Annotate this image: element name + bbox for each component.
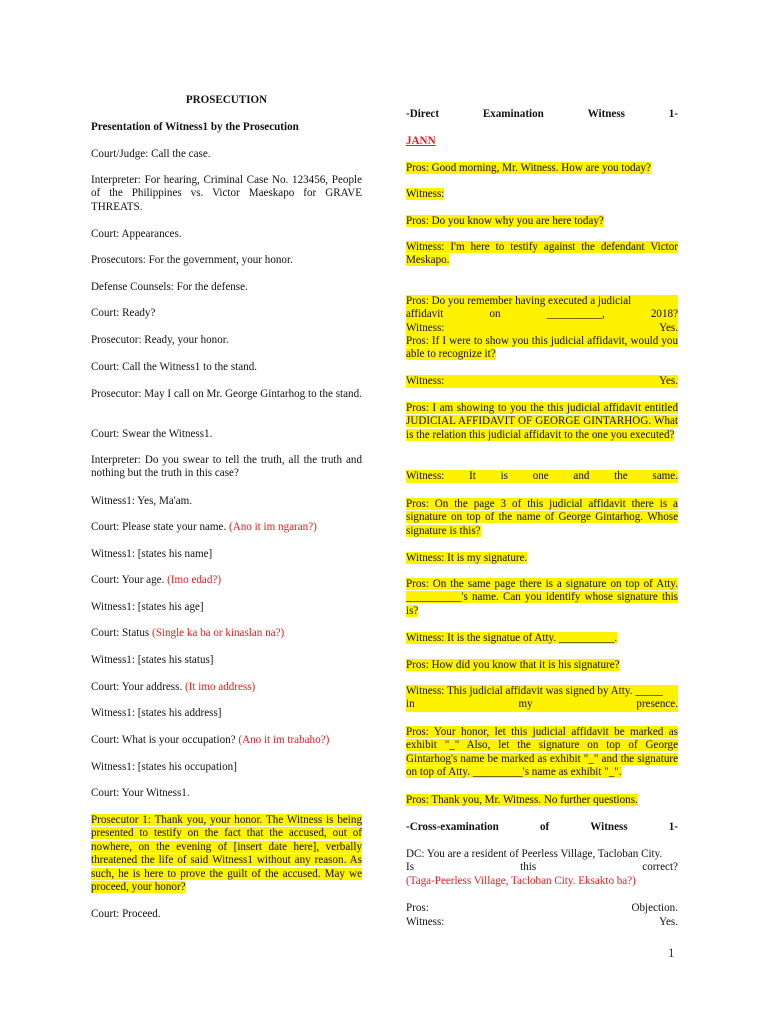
- word: this: [520, 861, 537, 874]
- exam-line: Pros: Do you remember having executed a judicial: [406, 295, 632, 307]
- transcript-line: Court: Swear the Witness1.: [91, 428, 213, 440]
- transcript-line: Interpreter: Do you swear to tell the truth, all the truth and nothing but the truth in this case?: [91, 454, 362, 480]
- transcript-line: Court: Your Witness1.: [91, 787, 190, 799]
- word: Yes.: [659, 321, 678, 334]
- word: the: [614, 470, 628, 482]
- page-number: 1: [668, 945, 675, 960]
- exam-line: Pros: If I were to show you this judicial affidavit, would you able to recognize it?: [406, 335, 678, 361]
- transcript-line: Witness1: [states his occupation]: [91, 761, 237, 773]
- highlighted-paragraph: [406, 552, 678, 565]
- court-question: Court: Please state your name.: [91, 521, 227, 533]
- translation-note: (Imo edad?): [167, 574, 222, 586]
- court-question: Court: What is your occupation?: [91, 734, 236, 746]
- exam-line: DC: You are a resident of Peerless Village, Tacloban City.: [406, 848, 663, 860]
- direct-exam-heading: [406, 108, 678, 121]
- exam-line: Pros: On the page 3 of this judicial affidavit there is a signature on top of the name of George Gintarhog. Whose signature is this?: [406, 498, 678, 537]
- transcript-line: Court: Proceed.: [91, 908, 161, 920]
- exam-line: Witness: I'm here to testify against the defendant Victor Meskapo.: [406, 241, 678, 267]
- highlighted-paragraph: [406, 335, 678, 362]
- heading-word: -Cross-examination: [406, 821, 499, 833]
- transcript-line: Prosecutor: May I call on Mr. George Gintarhog to the stand.: [91, 388, 362, 400]
- court-question: Court: Your age.: [91, 574, 165, 586]
- word: my: [518, 698, 533, 711]
- transcript-line: Witness1: [states his status]: [91, 654, 214, 666]
- heading-word: -Direct: [406, 108, 440, 120]
- highlighted-paragraph: [406, 632, 678, 645]
- transcript-line: Witness1: Yes, Ma'am.: [91, 495, 193, 507]
- word: Pros:: [406, 902, 429, 914]
- exam-line: [406, 698, 678, 711]
- highlighted-paragraph: [406, 659, 678, 672]
- heading-word: Witness: [590, 821, 628, 833]
- transcript-line: [406, 916, 678, 929]
- exam-line: Witness:: [406, 188, 445, 200]
- word: affidavit: [406, 308, 444, 321]
- court-question: Court: Status: [91, 627, 150, 639]
- heading-word: 1-: [668, 108, 678, 120]
- word: __________,: [546, 308, 605, 321]
- transcript-line: Interpreter: For hearing, Criminal Case No. 123456, People of the Philippines vs. Victor Maeskapo for GRAVE THREATS.: [91, 174, 362, 213]
- transcript-line: Prosecutor: Ready, your honor.: [91, 334, 229, 346]
- highlighted-paragraph: [406, 470, 678, 483]
- highlighted-paragraph: [406, 498, 678, 538]
- highlighted-paragraph: [406, 685, 678, 712]
- transcript-line: [91, 681, 362, 694]
- section-heading: Presentation of Witness1 by the Prosecution: [91, 121, 299, 133]
- highlighted-paragraph: [406, 241, 678, 268]
- word: Yes.: [659, 916, 678, 928]
- translation-note: (Ano it im ngaran?): [229, 521, 317, 533]
- word: Witness:: [406, 470, 445, 482]
- highlighted-paragraph: [406, 188, 678, 201]
- exam-line: Pros: Do you know why you are here today?: [406, 215, 604, 227]
- transcript-line: Defense Counsels: For the defense.: [91, 281, 248, 293]
- exam-line: [406, 308, 678, 321]
- exam-line: [406, 322, 678, 335]
- word: Witness:: [406, 321, 445, 334]
- heading-word: Witness: [587, 108, 625, 120]
- cross-exam-heading: [406, 821, 678, 834]
- translation-note: (Single ka ba or kinaslan na?): [152, 627, 285, 639]
- witness-name-text: JANN: [406, 135, 436, 147]
- word: presence.: [636, 698, 678, 711]
- word: Objection.: [631, 902, 678, 914]
- translation-note: (Ano it im trabaho?): [238, 734, 330, 746]
- word: same.: [652, 470, 678, 482]
- highlighted-paragraph: [406, 162, 678, 175]
- highlighted-paragraph: [406, 402, 678, 442]
- transcript-line: [91, 627, 362, 640]
- transcript-line: [91, 574, 362, 587]
- transcript-line: Court: Call the Witness1 to the stand.: [91, 361, 258, 373]
- word: and: [573, 470, 590, 482]
- highlighted-paragraph: [406, 215, 678, 228]
- witness-name: [406, 135, 678, 148]
- word: 2018?: [650, 308, 678, 321]
- word: on: [489, 308, 501, 321]
- heading-word: 1-: [668, 821, 678, 833]
- word: is: [500, 470, 508, 482]
- prosecutor-statement: Prosecutor 1: Thank you, your honor. The Witness is being presented to testify on the fact that the accused, out of nowhere, on the evening of [insert date here], verbally threatened the life of said Witness1 without any reason. As such, he is here to prove the guilt of the accused. May we proceed, your honor?: [91, 814, 362, 894]
- exam-line: Pros: Your honor, let this judicial affidavit be marked as exhibit "_" Also, let the signature on top of George Gintarhog's name be marked as exhibit "_" and the signature on top of Atty. _________'s name as exhibit "_".: [406, 726, 678, 779]
- translation-note: (It imo address): [185, 681, 256, 693]
- word: Is: [406, 861, 415, 874]
- highlighted-paragraph: [406, 375, 678, 388]
- highlighted-paragraph: [406, 726, 678, 780]
- word: in: [406, 698, 415, 711]
- transcript-line: Court: Appearances.: [91, 228, 182, 240]
- exam-line: Pros: I am showing to you the this judicial affidavit entitled JUDICIAL AFFIDAVIT OF GEORGE GINTARHOG. What is the relation this judicial affidavit to the one you executed?: [406, 402, 678, 441]
- transcript-line: Witness1: [states his address]: [91, 707, 222, 719]
- transcript-line: Court/Judge: Call the case.: [91, 148, 211, 160]
- exam-line: [406, 861, 678, 874]
- heading-word: of: [539, 821, 550, 833]
- exam-line: Pros: On the same page there is a signature on top of Atty. __________'s name. Can you identify whose signature this is?: [406, 578, 678, 617]
- exam-line: Pros: How did you know that it is his signature?: [406, 659, 620, 671]
- word: one: [532, 470, 549, 482]
- transcript-line: Court: Ready?: [91, 307, 156, 319]
- heading-word: Examination: [482, 108, 544, 120]
- exam-line: Witness: This judicial affidavit was signed by Atty. _____: [406, 685, 663, 697]
- highlighted-paragraph: [406, 578, 678, 618]
- exam-line: Witness: It is my signature.: [406, 552, 528, 564]
- court-question: Court: Your address.: [91, 681, 183, 693]
- word: Yes.: [659, 375, 678, 387]
- word: correct?: [642, 861, 678, 874]
- transcript-line: Witness1: [states his age]: [91, 601, 204, 613]
- transcript-line: [91, 521, 362, 534]
- word: Witness:: [406, 375, 445, 387]
- word: Witness:: [406, 916, 445, 928]
- highlighted-paragraph: [406, 794, 678, 807]
- transcript-line: Prosecutors: For the government, your honor.: [91, 254, 293, 266]
- transcript-line: [406, 902, 678, 915]
- transcript-line: Witness1: [states his name]: [91, 548, 213, 560]
- translation-note: (Taga-Peerless Village, Tacloban City. Eksakto ba?): [406, 874, 636, 887]
- exam-line: Witness: It is the signatue of Atty. __________.: [406, 632, 618, 644]
- document-title: PROSECUTION: [185, 94, 268, 106]
- highlighted-paragraph: [91, 814, 362, 894]
- word: It: [469, 470, 476, 482]
- highlighted-paragraph: [406, 295, 678, 335]
- exam-line: Pros: Good morning, Mr. Witness. How are you today?: [406, 162, 651, 174]
- transcript-line: [91, 734, 362, 747]
- transcript-paragraph: [406, 848, 678, 888]
- exam-line: Pros: Thank you, Mr. Witness. No further questions.: [406, 794, 638, 806]
